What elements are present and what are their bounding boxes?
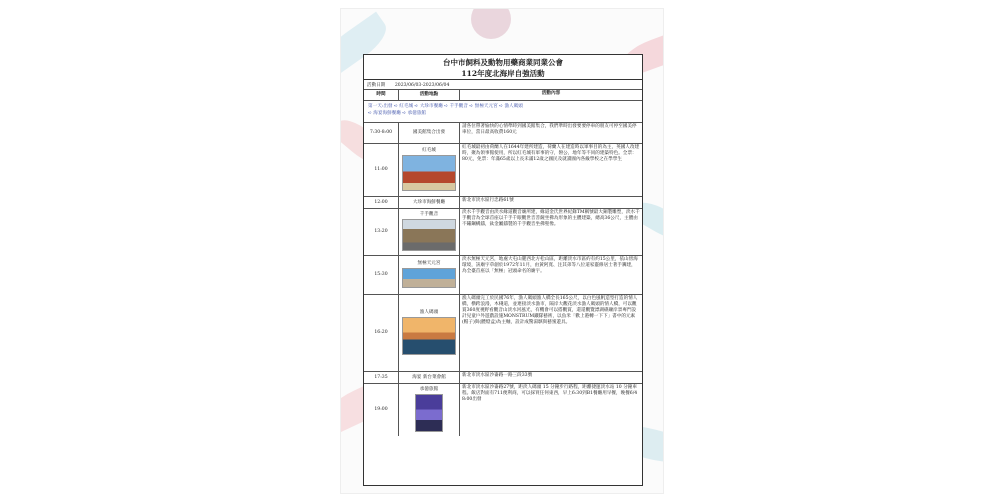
row-time: 12:00	[364, 197, 399, 208]
row-place-cell	[399, 384, 460, 436]
route-summary	[364, 101, 642, 123]
row-place-cell	[399, 256, 460, 294]
row-place: 千手觀音	[419, 212, 439, 217]
fishermans-wharf-bridge-photo	[402, 317, 456, 355]
title-event: 112年度北海岸自強活動	[461, 69, 545, 78]
row-content: 新北市淡水區沙崙路一路三段33號	[462, 373, 533, 378]
title-association: 台中市飼料及動物用藥商業同業公會	[443, 58, 563, 67]
date-value: 2023/06/03-2023/06/04	[394, 83, 450, 88]
row-place: 國美館集合出發	[399, 123, 460, 143]
row-place-cell	[399, 144, 460, 196]
table-row	[364, 384, 642, 436]
itinerary-table	[363, 54, 643, 486]
table-row	[364, 256, 642, 295]
table-row	[364, 197, 642, 209]
row-time: 17:35	[364, 372, 399, 383]
row-content: 新北市淡水區沙崙路27號，距淡人碼頭 15 分鐘步行路程，距離捷運淡水站 10 分鐘車程。飯店對面有711便利商，可以採買任何東西，早上6:30到B1餐廳用早餐，晚餐6/4 8:00出發	[462, 385, 638, 402]
row-place-cell	[399, 209, 460, 255]
row-place: 承億旅館	[419, 387, 439, 392]
table-row	[364, 123, 642, 144]
document-page	[340, 8, 664, 494]
table-row	[364, 209, 642, 256]
row-place-cell	[399, 295, 460, 371]
row-content: 紅毛城最初由荷蘭人在1644年建所建造，荷蘭人在建造時以軍事目的為主，英國人改建時，聚為領事館使用，所以紅毛城有軍事的守，磐公，地年等不同的建築特色。全票：80元，免票：年滿65歲以上長未滿12歲之國民及就讀國內各級學校之在學學生	[462, 145, 640, 162]
date-label: 活動日期	[367, 83, 386, 88]
watercolor-berry-decoration	[471, 8, 511, 39]
table-row	[364, 372, 642, 384]
table-row	[364, 144, 642, 197]
row-place: 漁人碼頭	[419, 310, 439, 315]
hotel-photo	[415, 394, 443, 432]
row-time: 11:00	[364, 144, 399, 196]
row-place: 大珍市海鮮餐廳	[399, 197, 460, 208]
row-time: 15:30	[364, 256, 399, 294]
header-time: 時間	[364, 90, 399, 100]
row-content: 漁人碼頭完工於民國76年，漁人碼頭漁人橋全長165公尺，以白色風帆造型打造的情人橋，横跨浪漫，木棧道，並連接淡水漁市，隔岸大觀花淡水漁人碼頭的情人橋，可以觀賞360度視野看觀音山淡水河風光，有機會可以搭觀賞，還還觀覽漂湖礁礦岸景專門設計兒童戶外遊戲設施MONSTRUM鐵隊藝術，以魚米「歡上港轉一下下」書中的元素(帽子)與(體燈盒)為主軸，設計成驚湯駭與藝蜜遊具。	[462, 296, 638, 325]
row-place: 紅毛城	[422, 148, 436, 153]
header-place: 活動地點	[399, 90, 460, 100]
row-time: 19:00	[364, 384, 399, 436]
date-row	[364, 80, 642, 90]
row-content: 新北市淡水區行忠路61號	[462, 198, 514, 203]
table-row	[364, 295, 642, 372]
row-place: 海宴 新台菜會館	[399, 372, 460, 383]
temple-photo	[402, 268, 456, 288]
guanyin-statue-photo	[402, 219, 456, 251]
document-title	[364, 55, 642, 80]
row-place: 無極天元宮	[417, 261, 441, 266]
row-content: 請各位帶著愉快的心情準時到國美館集合，我們準時出發要要停車的朋友可停至國美停車位，當日最高收費160元	[462, 124, 637, 135]
route-line: ➪ 海宴海鮮餐廳 ➪ 承億旅館	[368, 111, 427, 116]
row-time: 13:20	[364, 209, 399, 255]
red-fort-photo	[402, 155, 456, 191]
row-content: 淡水千手觀音由淡水緣道觀音廟所建，緣道金氏世界紀錄TM稱號最大銅製雕塑，淡水千手觀音為全球首座以千手千眼觀世音菩薩坐佛為形象的主體建築，總高36公尺，主體由不鏽鋼構鑄，鈦金屬鑄製的千手觀音坐佛聖像。	[462, 210, 640, 227]
row-content: 淡水無極天元宮，地處大屯山麓西北方松山區，距離淡水市區約有約15公里，依山傍海環境，該廟宇草創於1972年11月，由黃阿寬、注其弟等八位道家靈修居士著手籌建，為全臺首座以「無極」冠頭命名的廟宇。	[462, 257, 638, 274]
row-time: 7:30-8:00	[364, 123, 399, 143]
row-time: 16:20	[364, 295, 399, 371]
header-content: 活動內容	[541, 91, 561, 96]
route-line: 第一天:出發 ➪ 紅毛城 ➪ 大珍市餐廳 ➪ 千手觀音 ➪ 無極天元宮 ➪ 漁人碼頭	[368, 104, 523, 109]
header-row	[364, 90, 642, 101]
